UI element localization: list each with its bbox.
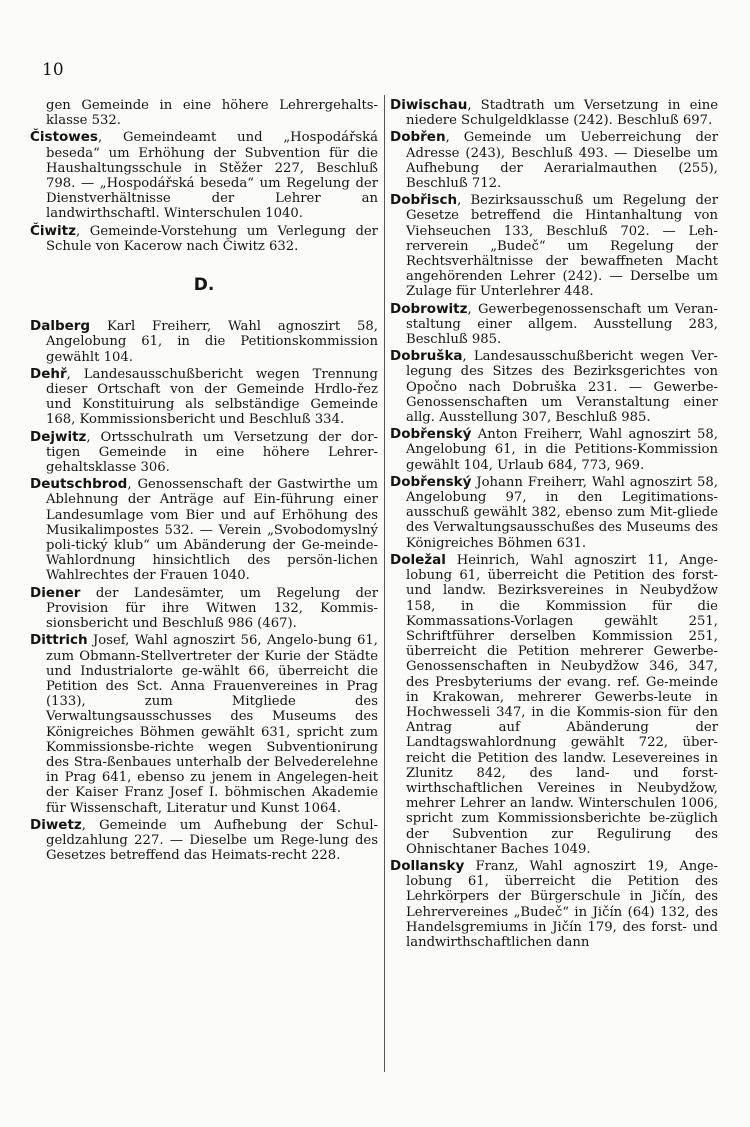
letter-heading: D. xyxy=(193,275,215,296)
continuation-text: gen Gemeinde in eine höhere Lehrergehalts-klasse 532. xyxy=(46,98,378,129)
index-entry xyxy=(30,367,378,428)
entry-name: Dittrich xyxy=(30,632,88,649)
entry-text: Anton Freiherr, Wahl agnoszirt 58, Angelobung 61, in die Petitions-Kommission gewählt 104, Urlaub 684, 773, 969. xyxy=(406,427,718,473)
index-entry xyxy=(390,475,718,551)
entry-name: Čiwitz xyxy=(30,222,76,239)
entry-name: Dejwitz xyxy=(30,428,87,445)
entry-text: , Gemeinde um Aufhebung der Schul-geldzahlung 227. — Dieselbe um Rege-lung des Gesetzes betreffend das Heimats-recht 228. xyxy=(46,817,378,864)
index-entry xyxy=(30,430,378,476)
entry-name: Dobřenský xyxy=(390,426,472,443)
index-entry xyxy=(390,427,718,473)
entry-text: , Gemeinde um Ueberreichung der Adresse (243), Beschluß 493. — Dieselbe um Aufhebung der Aerarialmauthen (255), Beschluß 712. xyxy=(406,130,718,192)
entry-text: Karl Freiherr, Wahl agnoszirt 58, Angelobung 61, in die Petitionskommission gewählt 104. xyxy=(46,319,378,365)
index-entry xyxy=(30,224,378,254)
entry-name: Doležal xyxy=(390,551,446,568)
entry-text: Heinrich, Wahl agnoszirt 11, Ange-lobung 61, überreicht die Petition des forst- und landw. Bezirksvereines in Neubydžow 158, in die Kommission für die Kommassations-Vorlagen gewählt 251, Schriftführer derselben Kommission 251, überreicht die Petition mehrerer Gewerbe-Genossenschaften in Neubydžow 346, 347, des Presbyteriums der evang. ref. Ge-meinde in Krakowan, mehrerer Gewerbs-leute in Hochwesseli 347, in die Kommis-sion für den Antrag auf Abänderung der Landtagswahlordnung gewählt 722, über-reicht die Petition des landw. Lesevereines in Zlunitz 842, des land- und forst-wirthschaftlichen Vereines in Neubydžow, mehrer Lehrer an landw. Winterschulen 1006, spricht zum Kommissionsberichte be-züglich der Subvention zur Regulirung des Ohnischtaner Baches 1049. xyxy=(406,552,718,857)
index-entry xyxy=(30,130,378,221)
entry-name: Dobrowitz xyxy=(390,300,468,317)
entry-text: , Gemeindeamt und „Hospodářská beseda“ um Erhöhung der Subvention für die Haushaltungsschule in Stěžer 227, Beschluß 798. — „Hospodářská beseda“ um Regelung der Dienstverhältnisse der Lehrer an landwirthschaftl. Winterschulen 1040. xyxy=(46,130,378,222)
entry-name: Dobřen xyxy=(390,129,446,146)
entry-text: , Landesausschußbericht wegen Trennung dieser Ortschaft von der Gemeinde Hrdlo-řez und Konstituirung als selbständige Gemeinde 168, Kommissionsbericht und Beschluß 334. xyxy=(46,366,378,428)
index-entry xyxy=(30,818,378,864)
entry-name: Dehř xyxy=(30,365,67,382)
entry-text: , Genossenschaft der Gastwirthe um Ablehnung der Anträge auf Ein-führung einer Landesumlage vom Bier und auf Erhöhung des Musikalimpostes 532. — Verein „Svobodomyslný poli-tický klub“ um Abänderung der Ge-meinde-Wahlordnung hinsichtlich des persön-lichen Wahlrechtes der Frauen 1040. xyxy=(46,477,378,584)
index-entry xyxy=(390,302,718,348)
index-entry xyxy=(390,98,718,128)
entry-text: , Bezirksausschuß um Regelung der Gesetze betreffend die Hintanhaltung von Viehseuchen 133, Beschluß 702. — Leh-rerverein „Budeč“ um Regelung der Rechtsverhältnisse der bewaffneten Macht angehörenden Lehrer (242). — Derselbe um Zulage für Unterlehrer 448. xyxy=(406,193,718,300)
entry-text: Franz, Wahl agnoszirt 19, Ange-lobung 61, überreicht die Petition des Lehrkörpers der Bürgerschule in Jičín, des Lehrervereines „Budeč“ in Jičín (64) 132, des Handelsgremiums in Jičín 179, des forst- und landwirthschaftlichen dann xyxy=(406,858,718,950)
entry-text: der Landesämter, um Regelung der Provision für ihre Witwen 132, Kommis-sionsbericht und Beschluß 986 (467). xyxy=(46,585,378,632)
index-entry xyxy=(30,319,378,365)
entry-text: , Gemeinde-Vorstehung um Verlegung der Schule von Kacerow nach Čiwitz 632. xyxy=(46,223,378,254)
entry-text: , Gewerbegenossenschaft um Veran-staltung einer allgem. Ausstellung 283, Beschluß 985. xyxy=(406,301,718,348)
entry-text: , Stadtrath um Versetzung in eine niedere Schulgeldklasse (242). Beschluß 697. xyxy=(406,98,718,129)
entry-name: Deutschbrod xyxy=(30,476,128,493)
index-entry xyxy=(390,859,718,950)
index-entry xyxy=(390,193,718,299)
entry-name: Dobřenský xyxy=(390,473,472,490)
entry-name: Diener xyxy=(30,584,81,601)
index-entry xyxy=(30,586,378,632)
right-column xyxy=(390,98,718,952)
index-entry xyxy=(390,349,718,425)
entry-text: , Ortsschulrath um Versetzung der dor-tigen Gemeinde in eine höhere Lehrer-gehaltsklasse 306. xyxy=(46,429,378,476)
entry-name: Diwetz xyxy=(30,816,82,833)
entry-name: Dalberg xyxy=(30,318,91,335)
entry-name: Dobruška xyxy=(390,348,463,365)
left-column xyxy=(30,98,378,865)
index-entry xyxy=(30,633,378,815)
entry-text: Josef, Wahl agnoszirt 56, Angelo-bung 61, zum Obmann-Stellvertreter der Kurie der Städte und Industrialorte ge-wählt 66, überreicht die Petition des Sct. Anna Frauenvereines in Prag (133), zum Mitgliede des Verwaltungsausschusses des Museums des Königreiches Böhmen gewählt 631, spricht zum Kommissionsbe-richte wegen Subventionirung des Stra-ßenbaues unterhalb der Belvederelehne in Prag 641, ebenso zu jenem in Angelegen-heit der Kaiser Franz Josef I. böhmischen Akademie für Wissenschaft, Literatur und Kunst 1064. xyxy=(46,633,378,816)
index-entry xyxy=(390,553,718,857)
index-entry xyxy=(390,130,718,191)
page-number: 10 xyxy=(42,60,64,80)
entry-text: , Landesausschußbericht wegen Ver-legung des Sitzes des Bezirksgerichtes von Opočno nach Dobruška 231. — Gewerbe-Genossenschaften um Veranstaltung einer allg. Ausstellung 307, Beschluß 985. xyxy=(406,349,718,426)
entry-text: Johann Freiherr, Wahl agnoszirt 58, Angelobung 97, in den Legitimations-ausschuß gewählt 382, ebenso zum Mit-gliede des Verwaltungsausschußes des Museums des Königreiches Böhmen 631. xyxy=(406,474,718,551)
column-divider xyxy=(384,95,385,1072)
entry-name: Čistowes xyxy=(30,129,98,146)
entry-name: Dollansky xyxy=(390,857,465,874)
entry-name: Dobřisch xyxy=(390,192,458,209)
entry-name: Diwischau xyxy=(390,97,468,113)
index-entry xyxy=(30,477,378,583)
